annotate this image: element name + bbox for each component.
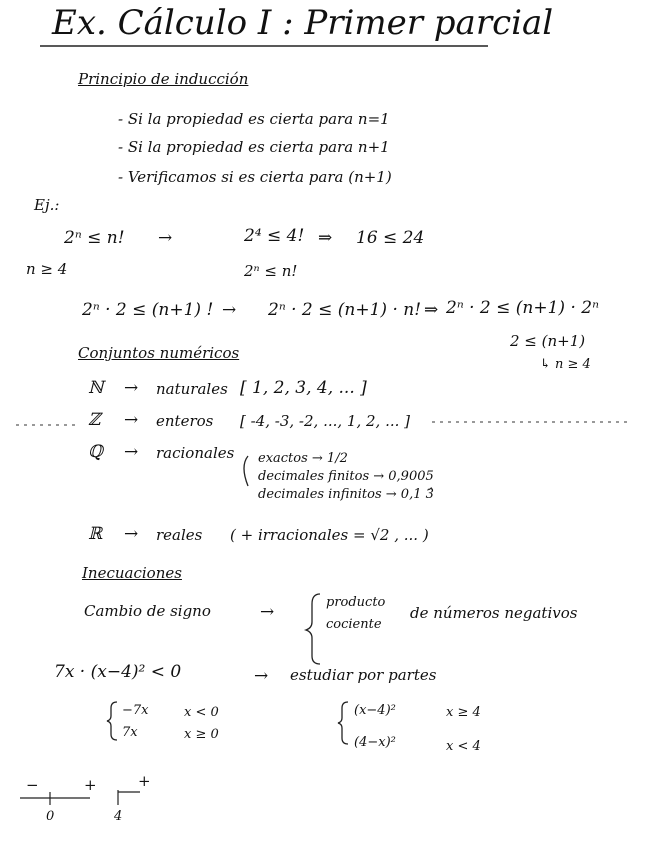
ineq-opt-product: producto bbox=[326, 595, 386, 610]
set-n-example: [ 1, 2, 3, 4, ... ] bbox=[240, 378, 367, 398]
example-hyp: 2ⁿ ≤ n! bbox=[244, 262, 298, 280]
ineq-tail: de números negativos bbox=[410, 604, 578, 622]
case2-b: (4−x)² bbox=[354, 735, 396, 750]
sign-plus-2: + bbox=[138, 772, 151, 790]
case1-a: −7x bbox=[122, 703, 149, 718]
example-arrow3: → bbox=[222, 300, 237, 320]
set-z-example: [ -4, -3, -2, ..., 1, 2, ... ] bbox=[240, 412, 410, 430]
case2-a: (x−4)² bbox=[354, 703, 396, 718]
sign-minus: − bbox=[26, 776, 39, 794]
ineq-arrow: → bbox=[260, 602, 275, 622]
set-n-name: naturales bbox=[156, 380, 228, 398]
q-brace bbox=[244, 456, 248, 486]
induction-bullet-2: - Si la propiedad es cierta para n+1 bbox=[118, 138, 390, 156]
case2-brace bbox=[338, 702, 348, 744]
ineq-opt-quotient: cociente bbox=[326, 617, 382, 632]
ineq-study: estudiar por partes bbox=[290, 666, 437, 684]
ineq-brace bbox=[306, 594, 320, 664]
ineq-expr: 7x · (x−4)² < 0 bbox=[54, 662, 182, 682]
set-q-sub-1: exactos → 1/2 bbox=[258, 451, 348, 466]
example-arrow2: ⇒ bbox=[318, 228, 333, 248]
induction-bullet-3: - Verificamos si es cierta para (n+1) bbox=[118, 168, 392, 186]
example-arrow4: ⇒ bbox=[424, 300, 439, 320]
induction-bullet-1: - Si la propiedad es cierta para n=1 bbox=[118, 110, 390, 128]
sign-tick-0-label: 0 bbox=[46, 809, 55, 824]
example-line1: 2ⁿ ≤ n! bbox=[64, 228, 125, 248]
sets-heading: Conjuntos numéricos bbox=[78, 344, 240, 362]
case2-a-range: x ≥ 4 bbox=[446, 705, 481, 720]
case1-brace bbox=[107, 702, 117, 740]
ineq-heading: Inecuaciones bbox=[82, 564, 182, 582]
case2-b-range: x < 4 bbox=[446, 739, 481, 754]
set-q-name: racionales bbox=[156, 444, 235, 462]
example-line2b: 2ⁿ · 2 ≤ (n+1) · n! bbox=[268, 300, 422, 320]
induction-heading: Principio de inducción bbox=[78, 70, 249, 88]
ineq-arrow2: → bbox=[254, 666, 269, 686]
set-r-arrow: → bbox=[124, 524, 139, 544]
sign-tick-4-label: 4 bbox=[114, 809, 123, 824]
set-n-symbol: ℕ bbox=[88, 378, 104, 398]
set-r-name: reales bbox=[156, 526, 203, 544]
case1-a-range: x < 0 bbox=[184, 705, 219, 720]
example-line2: 2ⁿ · 2 ≤ (n+1) ! bbox=[82, 300, 214, 320]
example-side1: 2 ≤ (n+1) bbox=[510, 332, 586, 350]
set-r-symbol: ℝ bbox=[88, 524, 103, 544]
example-cond: n ≥ 4 bbox=[26, 260, 68, 278]
example-side2: ↳ n ≥ 4 bbox=[540, 357, 591, 372]
set-q-sub-2: decimales finitos → 0,9005 bbox=[258, 469, 434, 484]
ineq-change: Cambio de signo bbox=[84, 602, 211, 620]
sign-plus-1: + bbox=[84, 776, 97, 794]
case1-b: 7x bbox=[122, 725, 138, 740]
set-q-symbol: ℚ bbox=[88, 442, 103, 462]
set-z-name: enteros bbox=[156, 412, 214, 430]
example-arrow1: → bbox=[158, 228, 173, 248]
case1-b-range: x ≥ 0 bbox=[184, 727, 219, 742]
set-n-arrow: → bbox=[124, 378, 139, 398]
set-q-sub-3: decimales infinitos → 0,1 3̂ bbox=[258, 487, 434, 502]
set-z-symbol: ℤ bbox=[88, 410, 101, 430]
example-line1b: 2⁴ ≤ 4! bbox=[244, 226, 305, 246]
set-q-arrow: → bbox=[124, 442, 139, 462]
example-label: Ej.: bbox=[34, 196, 60, 214]
set-r-example: ( + irracionales = √2 , ... ) bbox=[230, 526, 429, 544]
example-line1c: 16 ≤ 24 bbox=[356, 228, 425, 248]
set-z-arrow: → bbox=[124, 410, 139, 430]
example-line2c: 2ⁿ · 2 ≤ (n+1) · 2ⁿ bbox=[446, 298, 599, 318]
page-title: Ex. Cálculo I : Primer parcial bbox=[52, 3, 554, 43]
